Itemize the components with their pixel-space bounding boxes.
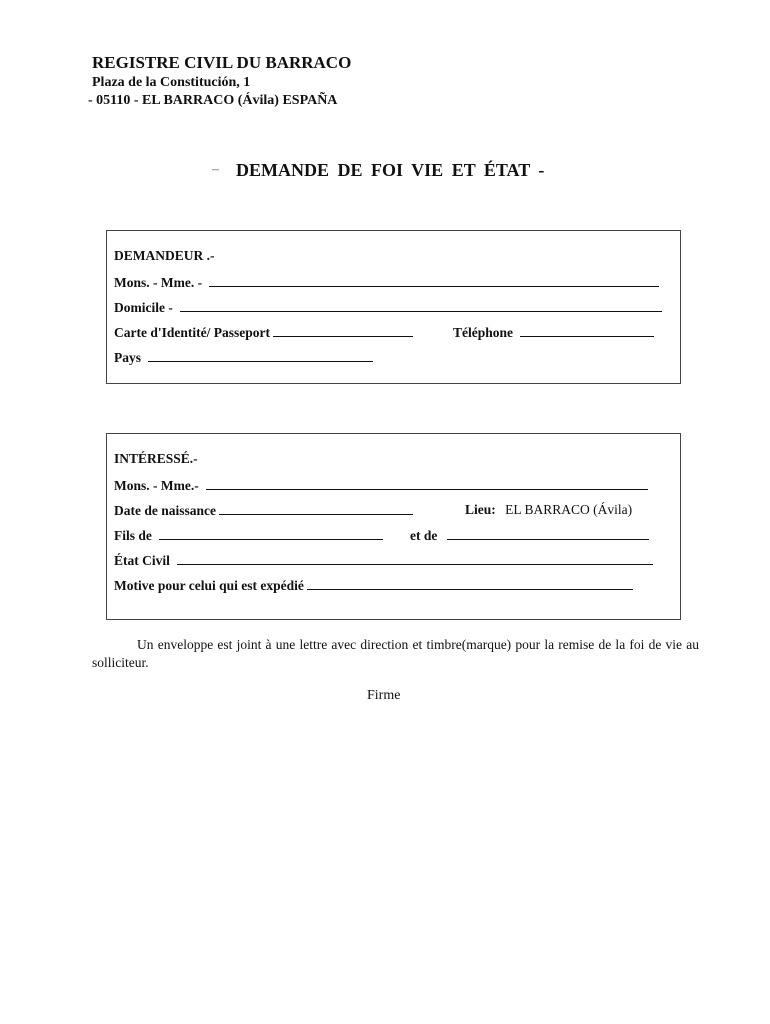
envelope-note: Un enveloppe est joint à une lettre avec direction et timbre(marque) pour la remise de la foi de vie au solliciteur.: [92, 637, 699, 670]
document-title: DEMANDE DE FOI VIE ET ÉTAT -: [236, 160, 545, 180]
applicant-heading: DEMANDEUR .-: [114, 248, 215, 263]
applicant-address-label: Domicile -: [114, 300, 173, 315]
civil-status-label: État Civil: [114, 553, 170, 568]
applicant-section: [106, 230, 681, 384]
birth-place-row: [465, 502, 632, 518]
applicant-phone-field[interactable]: [520, 324, 654, 337]
civil-status-field[interactable]: [177, 552, 653, 565]
mother-name-field[interactable]: [447, 527, 649, 540]
applicant-country-row: [114, 349, 373, 367]
birth-date-label: Date de naissance: [114, 503, 216, 518]
father-name-field[interactable]: [159, 527, 383, 540]
interested-name-field[interactable]: [206, 477, 648, 490]
applicant-phone-row: [453, 324, 654, 341]
applicant-name-field[interactable]: [209, 274, 659, 287]
applicant-name-row: [114, 274, 659, 292]
applicant-name-label: Mons. - Mme. -: [114, 275, 203, 290]
signature-label: Firme: [367, 688, 401, 703]
organization-street: Plaza de la Constitución, 1: [92, 75, 251, 90]
civil-status-row: [114, 552, 653, 570]
interested-section: [106, 433, 681, 620]
organization-name: REGISTRE CIVIL DU BARRACO: [92, 53, 352, 72]
applicant-id-label: Carte d'Identité/ Passeport: [114, 325, 270, 340]
applicant-country-field[interactable]: [148, 349, 373, 362]
and-of-label: et de: [410, 528, 438, 543]
applicant-address-row: [114, 299, 662, 317]
interested-name-row: [114, 477, 648, 495]
reason-label: Motive pour celui qui est expédié: [114, 578, 304, 593]
applicant-phone-label: Téléphone: [453, 325, 514, 340]
son-of-label: Fils de: [114, 528, 152, 543]
birth-place-value: EL BARRACO (Ávila): [505, 502, 633, 517]
reason-row: [114, 577, 633, 595]
interested-name-label: Mons. - Mme.-: [114, 478, 199, 493]
title-dash: –: [212, 162, 219, 177]
reason-field[interactable]: [307, 577, 633, 590]
applicant-id-row: [114, 324, 413, 342]
applicant-country-label: Pays: [114, 350, 141, 365]
applicant-id-field[interactable]: [273, 324, 413, 337]
birth-date-row: [114, 502, 413, 520]
applicant-address-field[interactable]: [180, 299, 662, 312]
and-of-row: [410, 527, 649, 544]
birth-place-label: Lieu:: [465, 502, 496, 517]
interested-heading: INTÉRESSÉ.-: [114, 451, 198, 466]
organization-city: - 05110 - EL BARRACO (Ávila) ESPAÑA: [88, 93, 338, 108]
son-of-row: [114, 527, 383, 545]
birth-date-field[interactable]: [219, 502, 413, 515]
